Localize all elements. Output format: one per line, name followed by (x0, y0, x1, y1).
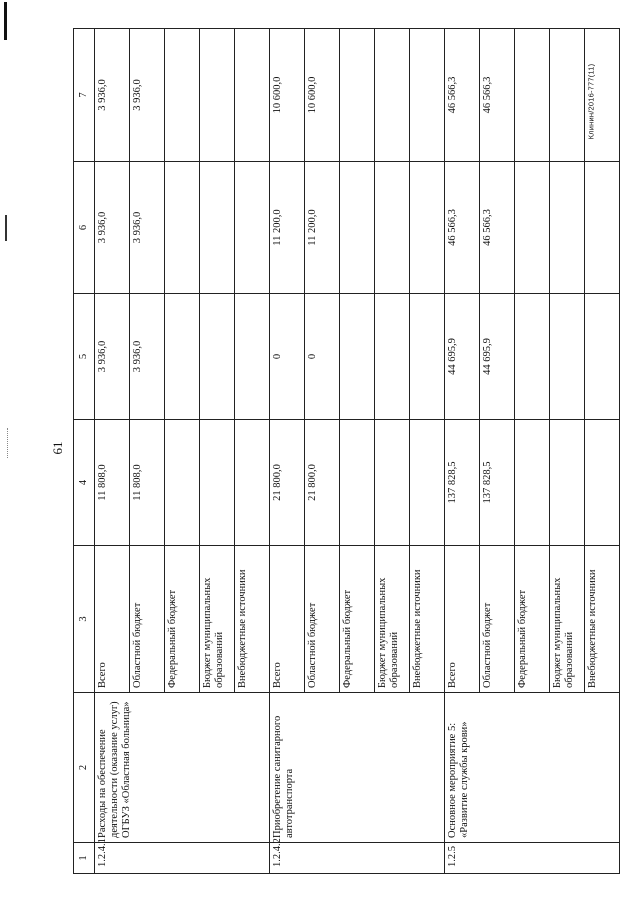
amount-col-5 (375, 294, 410, 420)
item-name: Основное мероприятие 5: «Развитие службы крови» (445, 693, 620, 843)
amount-col-5 (585, 294, 620, 420)
scan-mark-top (4, 2, 7, 40)
header-cell-7: 7 (74, 29, 95, 162)
amount-col-6: 46 566,3 (445, 162, 480, 294)
item-name: Приобретение санитарного автотранспорта (270, 693, 445, 843)
funding-source: Областной бюджет (305, 546, 340, 693)
amount-col-7 (585, 29, 620, 162)
amount-col-5 (340, 294, 375, 420)
funding-source: Областной бюджет (480, 546, 515, 693)
funding-source: Бюджет муниципальных образований (200, 546, 235, 693)
amount-col-4 (585, 420, 620, 546)
amount-col-4 (165, 420, 200, 546)
amount-col-7: 3 936,0 (130, 29, 165, 162)
amount-col-5: 44 695,9 (445, 294, 480, 420)
page-number: 61 (50, 441, 65, 455)
funding-source: Областной бюджет (130, 546, 165, 693)
amount-col-6 (585, 162, 620, 294)
amount-col-6 (235, 162, 270, 294)
amount-col-7 (235, 29, 270, 162)
item-name: Расходы на обеспечение деятельности (оказание услуг) ОГБУЗ «Областная больница» (95, 693, 270, 843)
amount-col-7: 10 600,0 (305, 29, 340, 162)
item-code: 1.2.4.2 (270, 843, 445, 874)
amount-col-4: 11 808,0 (130, 420, 165, 546)
amount-col-4 (550, 420, 585, 546)
amount-col-7 (165, 29, 200, 162)
amount-col-5 (410, 294, 445, 420)
amount-col-4: 21 800,0 (305, 420, 340, 546)
scan-mark-dots (7, 428, 9, 458)
funding-source: Всего (445, 546, 480, 693)
funding-source: Федеральный бюджет (165, 546, 200, 693)
funding-source: Федеральный бюджет (340, 546, 375, 693)
document-code-text: Клинин/2016-777(11) (586, 63, 596, 139)
amount-col-5: 3 936,0 (95, 294, 130, 420)
amount-col-6: 11 200,0 (305, 162, 340, 294)
amount-col-6 (165, 162, 200, 294)
amount-col-5 (165, 294, 200, 420)
scan-mark-middle (5, 215, 7, 241)
header-cell-4: 4 (74, 420, 95, 546)
amount-col-4 (410, 420, 445, 546)
amount-col-5 (235, 294, 270, 420)
amount-col-4: 137 828,5 (480, 420, 515, 546)
amount-col-6 (340, 162, 375, 294)
amount-col-7: 10 600,0 (270, 29, 305, 162)
amount-col-5: 3 936,0 (130, 294, 165, 420)
funding-source: Бюджет муниципальных образований (550, 546, 585, 693)
amount-col-4 (340, 420, 375, 546)
amount-col-7 (200, 29, 235, 162)
amount-col-4 (515, 420, 550, 546)
header-cell-6: 6 (74, 162, 95, 294)
funding-source: Бюджет муниципальных образований (375, 546, 410, 693)
amount-col-5: 0 (305, 294, 340, 420)
item-code: 1.2.4.1 (95, 843, 270, 874)
funding-source: Внебюджетные источники (235, 546, 270, 693)
amount-col-6 (515, 162, 550, 294)
amount-col-4: 137 828,5 (445, 420, 480, 546)
amount-col-4: 21 800,0 (270, 420, 305, 546)
amount-col-4 (235, 420, 270, 546)
amount-col-7 (515, 29, 550, 162)
amount-col-5 (515, 294, 550, 420)
amount-col-6: 3 936,0 (130, 162, 165, 294)
amount-col-6 (550, 162, 585, 294)
amount-col-5 (550, 294, 585, 420)
header-cell-5: 5 (74, 294, 95, 420)
funding-source: Всего (270, 546, 305, 693)
table-row (95, 29, 130, 874)
amount-col-4 (375, 420, 410, 546)
funding-source: Федеральный бюджет (515, 546, 550, 693)
amount-col-6 (375, 162, 410, 294)
amount-col-5: 0 (270, 294, 305, 420)
funding-table (73, 28, 620, 874)
funding-source: Всего (95, 546, 130, 693)
amount-col-6 (410, 162, 445, 294)
amount-col-7: 46 566,3 (445, 29, 480, 162)
header-cell-1: 1 (74, 843, 95, 874)
amount-col-7 (340, 29, 375, 162)
amount-col-7 (410, 29, 445, 162)
amount-col-6 (200, 162, 235, 294)
amount-col-4: 11 808,0 (95, 420, 130, 546)
funding-source: Внебюджетные источники (585, 546, 620, 693)
header-cell-2: 2 (74, 693, 95, 843)
header-cell-3: 3 (74, 546, 95, 693)
funding-source: Внебюджетные источники (410, 546, 445, 693)
amount-col-7 (375, 29, 410, 162)
amount-col-7: 46 566,3 (480, 29, 515, 162)
amount-col-4 (200, 420, 235, 546)
amount-col-5: 44 695,9 (480, 294, 515, 420)
amount-col-7 (550, 29, 585, 162)
amount-col-6: 3 936,0 (95, 162, 130, 294)
item-code: 1.2.5 (445, 843, 620, 874)
table-body (95, 29, 620, 874)
amount-col-6: 46 566,3 (480, 162, 515, 294)
table-row (445, 29, 480, 874)
amount-col-6: 11 200,0 (270, 162, 305, 294)
header-row (74, 29, 95, 874)
table-row (270, 29, 305, 874)
amount-col-5 (200, 294, 235, 420)
amount-col-7: 3 936,0 (95, 29, 130, 162)
